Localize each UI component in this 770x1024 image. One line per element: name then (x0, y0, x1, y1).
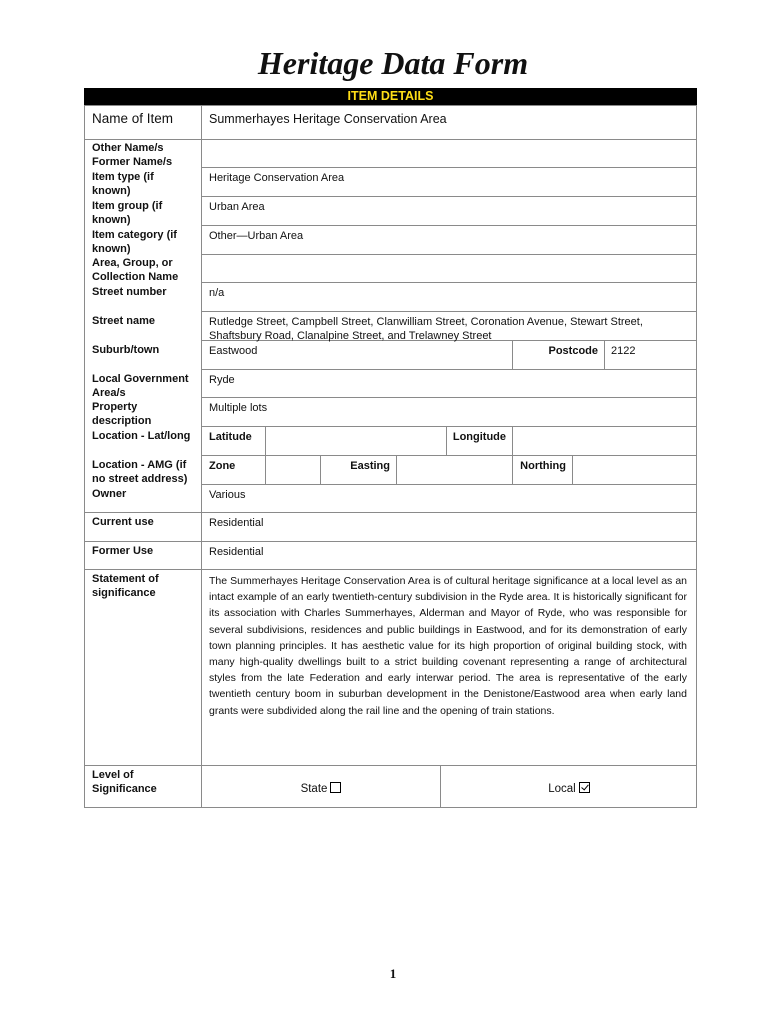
easting-label: Easting (350, 460, 390, 472)
item-category-value: Other—Urban Area (209, 230, 304, 242)
former-use-value: Residential (209, 546, 264, 558)
current-use-label: Current use (92, 516, 154, 528)
street-name-label: Street name (92, 315, 155, 327)
item-category-label: Item category (if known) (92, 229, 177, 255)
name-of-item-value: Summerhayes Heritage Conservation Area (209, 112, 447, 126)
zone-label: Zone (209, 460, 236, 472)
area-group-value (203, 254, 697, 262)
northing-label: Northing (520, 460, 566, 472)
form-title: Heritage Data Form (257, 45, 529, 81)
lga-value: Ryde (209, 374, 235, 386)
significance-statement: The Summerhayes Heritage Conservation Area is of cultural heritage significance at a local level as an intact example of an early twentieth-century subdivision in the Ryde area. It is historically significant for its association with Charles Summerhayes, Alderman and Mayor of Ryde, who was responsible for several subdivisions, residences and public buildings in Eastwood, and for its demonstration of early town planning principles. It has aesthetic value for its high proportion of original building stock, with many high-quality dwellings built to a strict building covenant representing a range of architectural styles from the late Federation and early interwar period. The area is representative of the early twentieth century boom in suburban development in the Denistone/Eastwood area when early land grants were subdivided along the rail line and the opening of train stations. (209, 575, 687, 717)
section-header: ITEM DETAILS (84, 88, 697, 105)
significance-label: Statement of significance (92, 573, 159, 599)
zone-value (266, 455, 320, 463)
item-type-label: Item type (if known) (92, 171, 154, 197)
former-use-label: Former Use (92, 545, 154, 557)
property-label: Property description (92, 401, 152, 427)
local-checkbox[interactable] (579, 782, 590, 793)
latitude-value (266, 426, 446, 434)
latlong-label: Location - Lat/long (92, 430, 191, 442)
name-of-item-label: Name of Item (92, 111, 174, 126)
level-label: Level of Significance (92, 769, 157, 795)
easting-value (397, 455, 512, 463)
lga-label: Local Government Area/s (92, 373, 189, 399)
suburb-label: Suburb/town (92, 344, 160, 356)
property-value: Multiple lots (209, 402, 268, 414)
longitude-label: Longitude (452, 431, 506, 443)
street-name-value: Rutledge Street, Campbell Street, Clanwilliam Street, Coronation Avenue, Stewart Street, Shaftsbury Road, Clanalpine Street, and Trelawney Street (209, 316, 643, 342)
item-group-value: Urban Area (209, 201, 265, 213)
item-group-label: Item group (if known) (92, 200, 163, 226)
latitude-label: Latitude (209, 431, 252, 443)
column-divider (201, 105, 202, 808)
suburb-value: Eastwood (209, 345, 258, 357)
area-group-label: Area, Group, or Collection Name (92, 257, 179, 283)
page-number: 1 (389, 966, 397, 981)
postcode-value: 2122 (611, 345, 636, 357)
state-checkbox[interactable] (330, 782, 341, 793)
local-label: Local (548, 783, 576, 795)
northing-value (573, 455, 697, 463)
state-option[interactable] (202, 778, 440, 800)
other-names-label: Other Name/s Former Name/s (92, 142, 173, 168)
state-label: State (300, 783, 328, 795)
longitude-value (513, 426, 697, 434)
street-number-label: Street number (92, 286, 167, 298)
street-number-value: n/a (209, 287, 225, 299)
current-use-value: Residential (209, 517, 264, 529)
local-option[interactable] (441, 778, 697, 800)
amg-label: Location - AMG (if no street address) (92, 459, 188, 485)
postcode-label: Postcode (548, 345, 598, 357)
owner-label: Owner (92, 488, 127, 500)
item-type-value: Heritage Conservation Area (209, 172, 345, 184)
owner-value: Various (209, 489, 246, 501)
other-names-value (203, 139, 697, 147)
